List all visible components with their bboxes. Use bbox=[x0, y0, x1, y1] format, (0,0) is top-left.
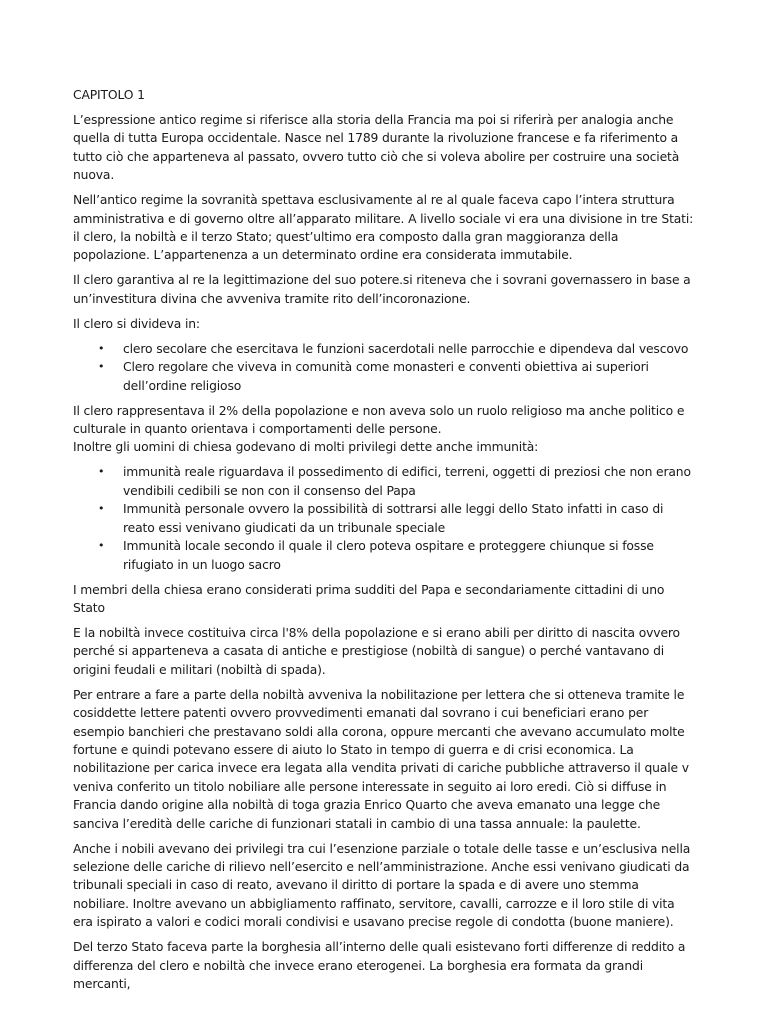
list-item-text: immunità reale riguardava il possedimento di edifici, terreni, oggetti di preziosi che non erano vendibili cedibili se non con il consenso del Papa bbox=[123, 465, 691, 498]
paragraph: Nell’antico regime la sovranità spettava esclusivamente al re al quale faceva capo l’intera struttura amministrativa e di governo oltre all’apparato militare. A livello sociale vi era una divisione in tre Stati: il clero, la nobiltà e il terzo Stato; quest’ultimo era composto dalla gran maggioranza della popolazione. L’appartenenza a un determinato ordine era considerata immutabile. bbox=[73, 193, 694, 263]
bullet-icon: • bbox=[98, 539, 105, 553]
immunity-list bbox=[73, 463, 698, 573]
list-item bbox=[73, 500, 698, 537]
paragraph: Il clero rappresentava il 2% della popolazione e non aveva solo un ruolo religioso ma anche politico e culturale in quanto orientava i comportamenti delle persone. bbox=[73, 403, 685, 437]
paragraph: Il clero garantiva al re la legittimazione del suo potere.si riteneva che i sovrani governassero in base a un’investitura divina che avveniva tramite rito dell’incoronazione. bbox=[73, 273, 691, 306]
bullet-icon: • bbox=[98, 502, 105, 516]
list-item bbox=[73, 358, 698, 395]
list-item-text: clero secolare che esercitava le funzioni sacerdotali nelle parrocchie e dipendeva dal vescovo bbox=[123, 341, 689, 356]
list-item-text: Immunità personale ovvero la possibilità di sottrarsi alle leggi dello Stato infatti in caso di reato essi venivano giudicati da un tribunale speciale bbox=[123, 502, 664, 535]
bullet-icon: • bbox=[98, 465, 105, 479]
list-item-text: Immunità locale secondo il quale il clero poteva ospitare e proteggere chiunque si fosse rifugiato in un luogo sacro bbox=[123, 539, 654, 572]
list-item-text: Clero regolare che viveva in comunità come monasteri e conventi obiettiva ai superiori dell’ordine religioso bbox=[123, 360, 649, 393]
chapter-title: CAPITOLO 1 bbox=[73, 88, 145, 102]
list-item bbox=[73, 340, 698, 358]
paragraph: L’espressione antico regime si riferisce alla storia della Francia ma poi si riferirà per analogia anche quella di tutta Europa occidentale. Nasce nel 1789 durante la rivoluzione francese e fa riferimento a tutto ciò che apparteneva al passato, ovvero tutto ciò che si voleva abolire per costruire una società nuova. bbox=[73, 113, 680, 183]
list-item bbox=[73, 463, 698, 500]
paragraph: Il clero si divideva in: bbox=[73, 316, 200, 331]
list-item bbox=[73, 537, 698, 574]
paragraph: Inoltre gli uomini di chiesa godevano di molti privilegi dette anche immunità: bbox=[73, 440, 539, 455]
bullet-icon: • bbox=[98, 360, 105, 374]
clergy-list bbox=[73, 340, 698, 395]
paragraph: E la nobiltà invece costituiva circa l'8% della popolazione e si erano abili per diritto di nascita ovvero perché si apparteneva a casata di antiche e prestigiose (nobiltà di sangue) o perché vantavano di origini feudali e militari (nobiltà di spada). bbox=[73, 625, 680, 677]
paragraph: Per entrare a fare a parte della nobiltà avveniva la nobilitazione per lettera che si otteneva tramite le cosiddette lettere patenti ovvero provvedimenti emanati dal sovrano i cui beneficiari erano per esempio banchieri che prestavano soldi alla corona, oppure mercanti che avevano accumulato molte fortune e quindi potevano essere di aiuto lo Stato in tempo di guerra e di crisi economica. La nobilitazione per carica invece era legata alla vendita privati di cariche pubbliche attraverso il quale v veniva conferito un titolo nobiliare alle persone interessate in seguito ai loro eredi. Ciò si diffuse in Francia dando origine alla nobiltà di toga grazia Enrico Quarto che aveva emanato una legge che sanciva l’eredità delle cariche di funzionari statali in cambio di una tassa annuale: la paulette. bbox=[73, 687, 689, 831]
paragraph: I membri della chiesa erano considerati prima sudditi del Papa e secondariamente cittadini di uno Stato bbox=[73, 582, 665, 615]
bullet-icon: • bbox=[98, 341, 105, 355]
document-page bbox=[73, 86, 698, 1000]
paragraph: Del terzo Stato faceva parte la borghesia all’interno delle quali esistevano forti differenze di reddito a differenza del clero e nobiltà che invece erano eterogenei. La borghesia era formata da grandi mercanti, bbox=[73, 940, 686, 991]
paragraph: Anche i nobili avevano dei privilegi tra cui l’esenzione parziale o totale delle tasse e un’esclusiva nella selezione delle cariche di rilievo nell’esercito e nell’amministrazione. Anche essi venivano giudicati da tribunali speciali in caso di reato, avevano il diritto di portare la spada e di avere uno stemma nobiliare. Inoltre avevano un abbigliamento raffinato, servitore, cavalli, carrozze e il loro stile di vita era ispirato a valori e codici morali condivisi e usavano precise regole di condotta (buone maniere). bbox=[73, 841, 691, 930]
